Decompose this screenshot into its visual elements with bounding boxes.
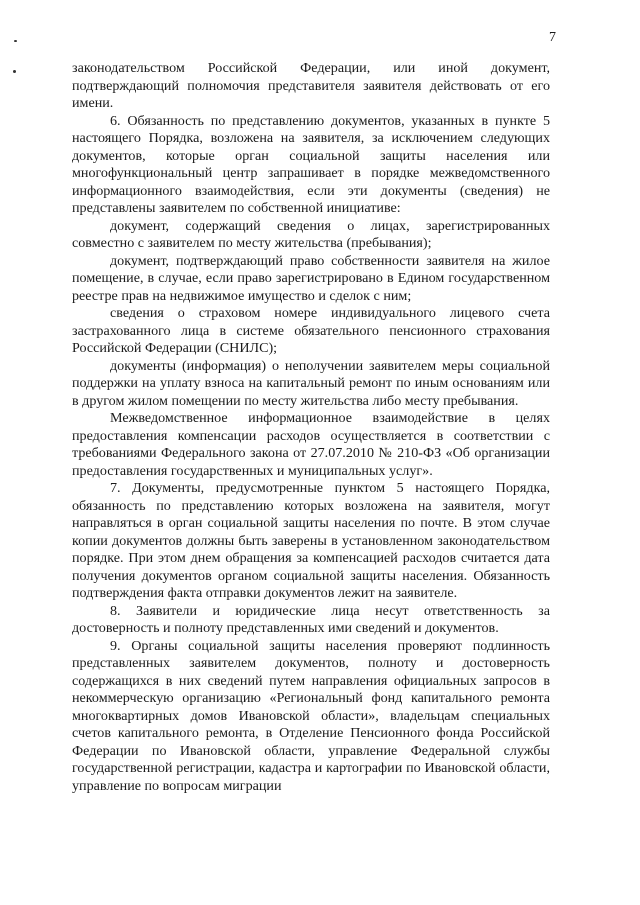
paragraph-ownership-doc: документ, подтверждающий право собственности заявителя на жилое помещение, в случае, если право зарегистрировано в Едином государственном реестре прав на недвижимое имущество и сделок с ним; — [72, 252, 550, 304]
paragraph-item-7: 7. Документы, предусмотренные пунктом 5 настоящего Порядка, обязанность по представлению которых возложена на заявителя, могут направляться в орган социальной защиты населения по почте. В этом случае копии документов должны быть заверены в установленном законодательством порядке. При этом днем обращения за компенсацией расходов считается дата получения документов органом социальной защиты населения. Обязанность подтверждения факта отправки документов лежит на заявителе. — [72, 480, 550, 601]
paragraph-non-receipt-info: документы (информация) о неполучении заявителем меры социальной поддержки на уплату взноса на капитальный ремонт по иным основаниям или в другом жилом помещении по месту жительства либо месту пребывания. — [72, 357, 550, 409]
paragraph-item-8: 8. Заявители и юридические лица несут ответственность за достоверность и полноту представленных ими сведений и документов. — [72, 602, 550, 636]
scan-speck — [13, 70, 16, 73]
paragraph-snils: сведения о страховом номере индивидуального лицевого счета застрахованного лица в системе обязательного пенсионного страхования Российской Федерации (СНИЛС); — [72, 305, 550, 356]
scan-speck — [14, 40, 17, 42]
document-body — [72, 60, 550, 795]
paragraph-item-9: 9. Органы социальной защиты населения проверяют подлинность представленных заявителем документов, полноту и достоверность содержащихся в них сведений путем направления официальных запросов в некоммерческую организацию «Региональный фонд капитального ремонта многоквартирных домов Ивановской области», владельцам специальных счетов капитального ремонта, в Отделение Пенсионного фонда Российской Федерации по Ивановской области, управление Федеральной службы государственной регистрации, кадастра и картографии по Ивановской области, управление по вопросам миграции — [72, 637, 550, 794]
paragraph-registration-doc: документ, содержащий сведения о лицах, зарегистрированных совместно с заявителем по месту жительства (пребывания); — [72, 217, 550, 251]
paragraph-interagency: Межведомственное информационное взаимодействие в целях предоставления компенсации расходов осуществляется в соответствии с требованиями Федерального закона от 27.07.2010 № 210-ФЗ «Об организации предоставления государственных и муниципальных услуг». — [72, 410, 550, 479]
paragraph-item-6: 6. Обязанность по представлению документов, указанных в пункте 5 настоящего Порядка, возложена на заявителя, за исключением следующих документов, которые орган социальной защиты населения или многофункциональный центр запрашивает в порядке межведомственного информационного взаимодействия, если эти документы (сведения) не представлены заявителем по собственной инициативе: — [72, 112, 550, 216]
paragraph-continuation: законодательством Российской Федерации, или иной документ, подтверждающий полномочия представителя заявителя действовать от его имени. — [72, 60, 550, 111]
page-number: 7 — [549, 30, 556, 45]
